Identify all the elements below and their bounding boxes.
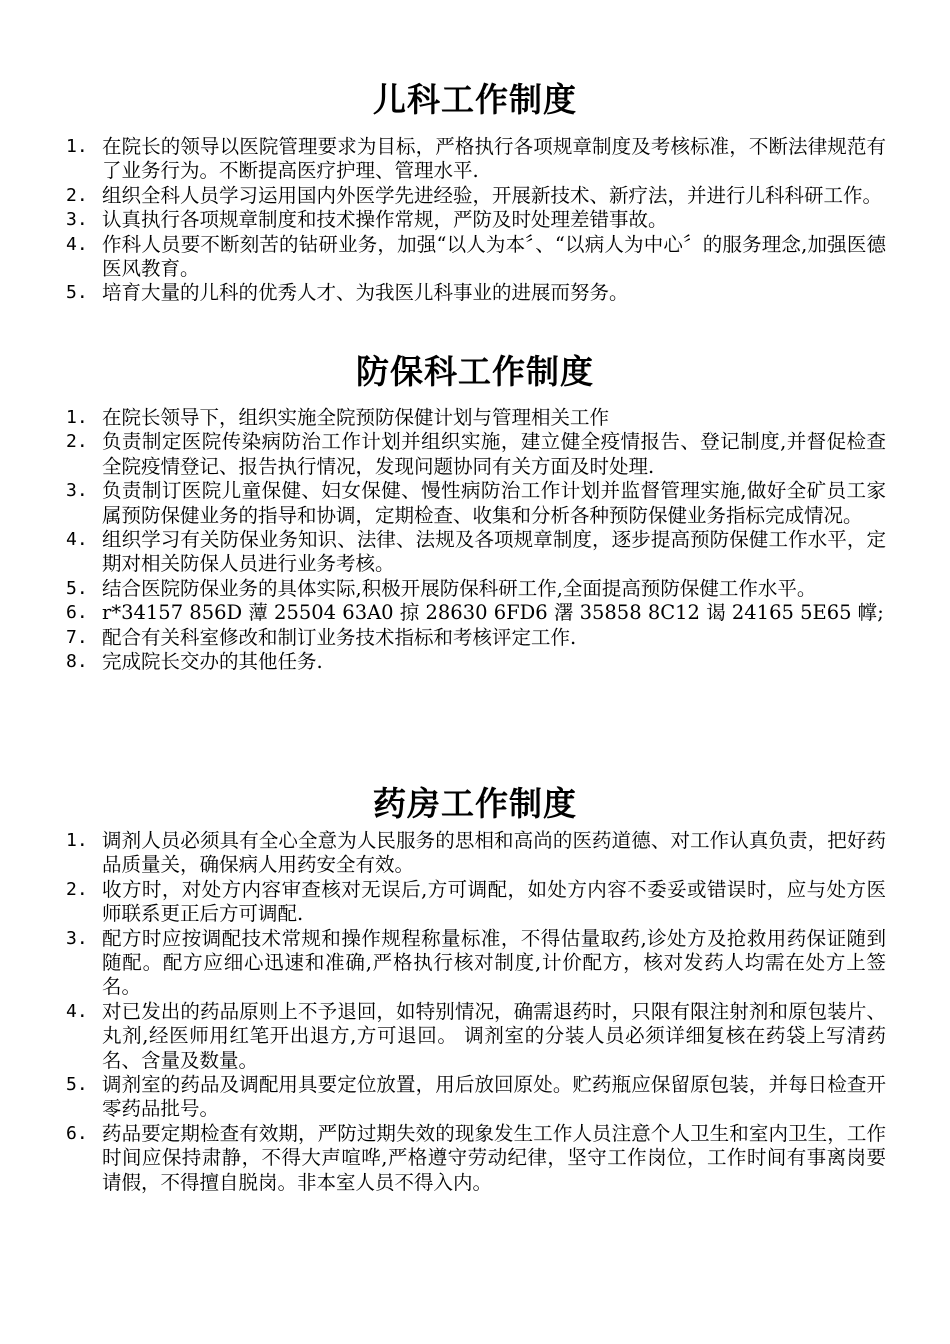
item-number: 5. [66,282,88,304]
item-number: 1. [66,407,88,428]
item-text: 负责制订医院儿童保健、妇女保健、慢性病防治工作计划并监督管理实施,做好全矿员工家属预防保健业务的指导和协调，定期检查、收集和分析各种预防保健业务指标完成情况。 [102,479,886,527]
list-item [66,626,886,650]
list-item [66,208,886,232]
list-item [66,1000,886,1073]
item-text: 配方时应按调配技术常规和操作规程称量标准，不得估量取药,诊处方及抢救用药保证随到随配。配方应细心迅速和准确,严格执行核对制度,计价配方，核对发药人均需在处方上签名。 [102,926,886,999]
item-number: 2. [66,878,88,900]
section-title-pediatrics: 儿科工作制度 [373,80,577,119]
item-number: 8. [66,651,88,673]
section-title-pharmacy: 药房工作制度 [373,784,577,823]
item-number: 4. [66,529,88,551]
list-item [66,406,886,430]
item-text: 调剂室的药品及调配用具要定位放置，用后放回原处。贮药瓶应保留原包装，并每日检查开零药品批号。 [102,1073,886,1121]
list-item [66,577,886,601]
list-item [66,1073,886,1122]
item-text: 负责制定医院传染病防治工作计划并组织实施，建立健全疫情报告、登记制度,并督促检查全院疫情登记、报告执行情况，发现问题协同有关方面及时处理. [102,430,886,478]
item-text: 药品要定期检查有效期，严防过期失效的现象发生工作人员注意个人卫生和室内卫生，工作时间应保持肃静，不得大声喧哗,严格遵守劳动纪律，坚守工作岗位，工作时间有事离岗要请假，不得擅自脱岗。非本室人员不得入内。 [102,1121,886,1194]
item-text: 完成院长交办的其他任务. [102,650,323,674]
list-item [66,281,886,305]
item-number: 2. [66,184,88,206]
item-number: 5. [66,1074,88,1096]
item-number: 3. [66,209,88,231]
item-number: 3. [66,927,88,949]
item-number: 6. [66,1122,88,1144]
pharmacy-rules-list [66,829,886,1195]
item-number: 1. [66,136,88,157]
list-item [66,233,886,282]
prevention-rules-list [66,406,886,674]
item-text: 在院长的领导以医院管理要求为目标，严格执行各项规章制度及考核标准，不断法律规范有了业务行为。不断提高医疗护理、管理水平. [102,135,886,183]
item-text: 组织学习有关防保业务知识、法律、法规及各项规章制度，逐步提高预防保健工作水平，定期对相关防保人员进行业务考核。 [102,528,886,576]
item-text: r*34157 856D 藫 25504 63A0 掠 28630 6FD6 濖 35858 8C12 谒 24165 5E65 幥; [102,601,884,625]
list-item [66,601,886,625]
list-item [66,650,886,674]
item-number: 4. [66,233,88,255]
item-text: 收方时，对处方内容审查核对无误后,方可调配，如处方内容不委妥或错误时，应与处方医师联系更正后方可调配. [102,877,886,926]
item-text: 认真执行各项规章制度和技术操作常规，严防及时处理差错事故。 [102,208,668,232]
section-title-prevention: 防保科工作制度 [356,352,594,391]
item-text: 对已发出的药品原则上不予退回，如特别情况，确需退药时，只限有限注射剂和原包装片、丸剂,经医师用红笔开出退方,方可退回。 调剂室的分装人员必须详细复核在药袋上写清药名、含量及数量。 [102,999,886,1072]
item-number: 7. [66,626,88,648]
item-text: 培育大量的儿科的优秀人才、为我医儿科事业的进展而努务。 [102,281,629,305]
item-number: 1. [66,830,88,851]
item-text: 配合有关科室修改和制订业务技术指标和考核评定工作. [102,625,577,649]
item-text: 在院长领导下，组织实施全院预防保健计划与管理相关工作 [102,406,610,429]
item-text: 作科人员要不断刻苦的钻研业务，加强“以人为本〞、“以病人为中心〞的服务理念,加强医德医风教育。 [102,232,886,281]
list-item [66,1122,886,1195]
list-item [66,878,886,927]
list-item [66,430,886,479]
item-number: 5. [66,577,88,599]
item-text: 调剂人员必须具有全心全意为人民服务的思相和高尚的医药道德、对工作认真负责，把好药品质量关，确保病人用药安全有效。 [102,829,886,877]
list-item [66,184,886,208]
item-number: 4. [66,1000,88,1022]
list-item [66,927,886,1000]
list-item [66,135,886,184]
item-number: 2. [66,431,88,453]
item-number: 6. [66,602,88,624]
item-number: 3. [66,480,88,502]
item-text: 结合医院防保业务的具体实际,积极开展防保科研工作,全面提高预防保健工作水平。 [102,576,817,600]
list-item [66,829,886,878]
item-text: 组织全科人员学习运用国内外医学先进经验，开展新技术、新疗法，并进行儿科科研工作。 [102,183,883,207]
pediatrics-rules-list [66,135,886,306]
list-item [66,479,886,528]
list-item [66,528,886,577]
